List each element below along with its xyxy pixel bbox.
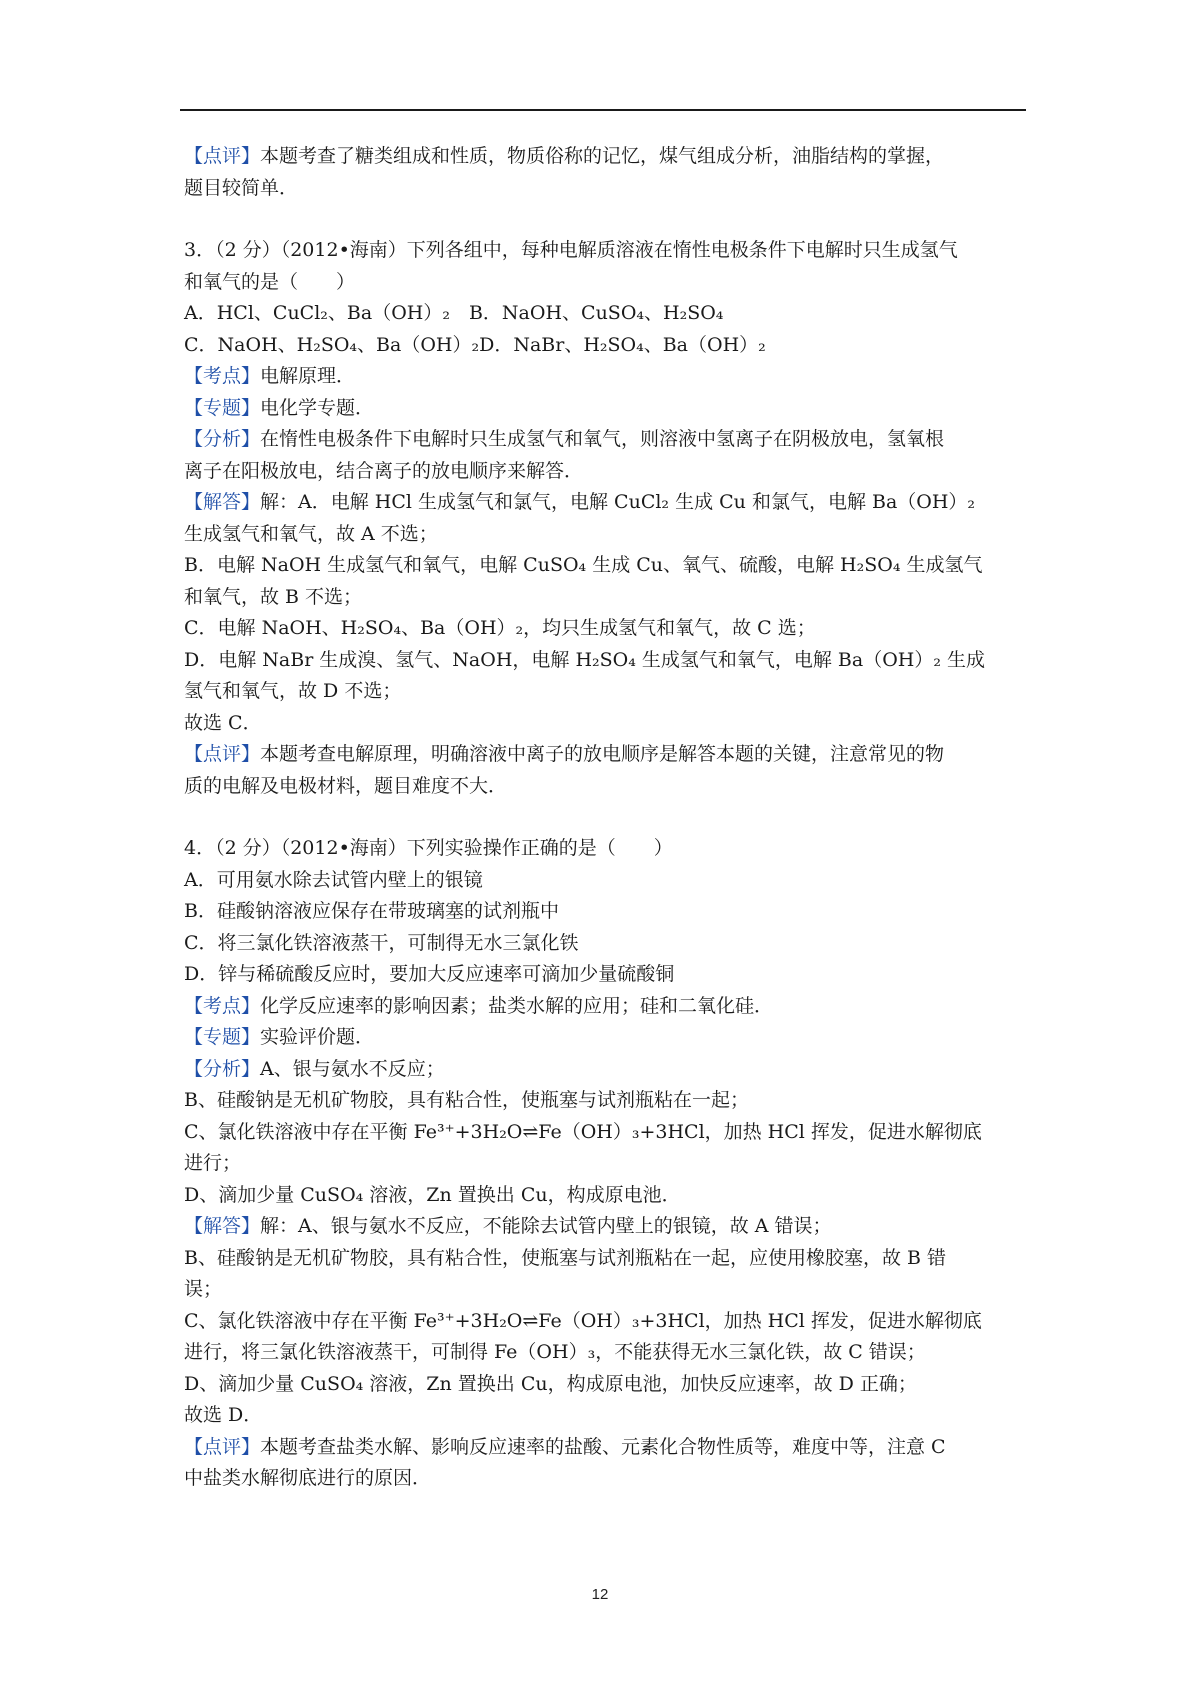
q4-zhuanti: 【专题】实验评价题． [184, 1026, 375, 1048]
q3-option-b: B．NaOH、CuSO₄、H₂SO₄ [468, 302, 724, 324]
q3-jieda-line-8: 故选 C． [184, 711, 262, 734]
q3-options-ab [184, 298, 1026, 330]
q3-stem-line-2: 和氧气的是（ ） [184, 270, 356, 293]
q4-jieda-line-4: C、氯化铁溶液中存在平衡 Fe³⁺+3H₂O⇌Fe（OH）₃+3HCl，加热 HCl 挥发，促进水解彻底 [184, 1309, 982, 1332]
q4-fenxi-line-2: B、硅酸钠是无机矿物胶，具有粘合性，使瓶塞与试剂瓶粘在一起； [184, 1089, 749, 1111]
comment-tag: 【点评】 [184, 743, 261, 765]
q3-fenxi-line-1: 【分析】在惰性电极条件下电解时只生成氢气和氧气，则溶液中氢离子在阴极放电，氢氧根 [184, 428, 945, 450]
q4-jieda-line-7: 故选 D． [184, 1404, 263, 1426]
q3-jieda-line-4: 和氧气，故 B 不选； [184, 585, 363, 608]
q4-stem: 4．（2 分）（2012•海南）下列实验操作正确的是（ ） [184, 837, 673, 859]
q3-jieda-line-7: 氢气和氧气，故 D 不选； [184, 680, 402, 702]
zhuanti-tag: 【专题】 [184, 1026, 261, 1048]
q4-fenxi-line-5: D、滴加少量 CuSO₄ 溶液，Zn 置换出 Cu，构成原电池． [184, 1183, 681, 1206]
prev-comment-line-2: 题目较简单． [184, 176, 299, 199]
q3-zhuanti: 【专题】电化学专题． [184, 396, 375, 419]
q4-jieda-line-5: 进行，将三氯化铁溶液蒸干，可制得 Fe（OH）₃，不能获得无水三氯化铁，故 C 错误； [184, 1341, 926, 1363]
q4-option-b: B．硅酸钠溶液应保存在带玻璃塞的试剂瓶中 [184, 900, 559, 922]
fenxi-tag: 【分析】 [184, 428, 261, 450]
q4-fenxi-line-4: 进行； [184, 1152, 242, 1174]
comment-tag: 【点评】 [184, 1435, 261, 1458]
q4-jieda-line-3: 误； [184, 1278, 223, 1300]
kaodian-tag: 【考点】 [184, 994, 261, 1017]
q4-dianping-line-1: 【点评】本题考查盐类水解、影响反应速率的盐酸、元素化合物性质等，难度中等，注意 C [184, 1435, 946, 1458]
q3-jieda-line-6: D．电解 NaBr 生成溴、氢气、NaOH，电解 H₂SO₄ 生成氢气和氧气，电解 Ba（OH）₂ 生成 [184, 648, 986, 671]
q3-option-a: A．HCl、CuCl₂、Ba（OH）₂ [184, 302, 450, 324]
page-number: 12 [591, 1586, 609, 1603]
q4-jieda-line-1: 【解答】解：A、银与氨水不反应，不能除去试管内壁上的银镜，故 A 错误； [184, 1215, 832, 1237]
q4-option-c: C．将三氯化铁溶液蒸干，可制得无水三氯化铁 [184, 931, 579, 954]
q4-kaodian: 【考点】化学反应速率的影响因素；盐类水解的应用；硅和二氧化硅． [184, 994, 774, 1017]
q3-option-c: C．NaOH、H₂SO₄、Ba（OH）₂ [184, 333, 480, 356]
q4-option-a: A．可用氨水除去试管内壁上的银镜 [184, 868, 483, 891]
q3-jieda-line-2: 生成氢气和氧气，故 A 不选； [184, 522, 438, 545]
q4-dianping-line-2: 中盐类水解彻底进行的原因． [184, 1467, 432, 1489]
header-rule [180, 109, 1026, 111]
q4-jieda-line-2: B、硅酸钠是无机矿物胶，具有粘合性，使瓶塞与试剂瓶粘在一起，应使用橡胶塞，故 B 错 [184, 1246, 947, 1269]
q3-jieda-line-5: C．电解 NaOH、H₂SO₄、Ba（OH）₂，均只生成氢气和氧气，故 C 选； [184, 617, 816, 639]
q3-option-d: D．NaBr、H₂SO₄、Ba（OH）₂ [479, 333, 766, 356]
q4-fenxi-line-1: 【分析】A、银与氨水不反应； [184, 1057, 445, 1080]
q3-stem-line-1: 3．（2 分）（2012•海南）下列各组中，每种电解质溶液在惰性电极条件下电解时只生成氢气 [184, 239, 958, 261]
q3-fenxi-line-2: 离子在阳极放电，结合离子的放电顺序来解答． [184, 459, 584, 482]
q3-kaodian: 【考点】电解原理． [184, 365, 356, 387]
q4-option-d: D．锌与稀硫酸反应时，要加大反应速率可滴加少量硫酸铜 [184, 963, 675, 985]
q4-jieda-line-6: D、滴加少量 CuSO₄ 溶液，Zn 置换出 Cu，构成原电池，加快反应速率，故 D 正确； [184, 1372, 917, 1395]
q3-options-cd [184, 330, 1026, 362]
comment-tag: 【点评】 [184, 145, 261, 167]
q4-fenxi-line-3: C、氯化铁溶液中存在平衡 Fe³⁺+3H₂O⇌Fe（OH）₃+3HCl，加热 HCl 挥发，促进水解彻底 [184, 1120, 982, 1143]
page-body [184, 141, 1026, 1495]
jieda-tag: 【解答】 [184, 1215, 261, 1237]
fenxi-tag: 【分析】 [184, 1057, 261, 1080]
prev-comment-line-1: 【点评】本题考查了糖类组成和性质，物质俗称的记忆，煤气组成分析，油脂结构的掌握， [184, 145, 945, 167]
q3-jieda-line-3: B．电解 NaOH 生成氢气和氧气，电解 CuSO₄ 生成 Cu、氧气、硫酸，电解 H₂SO₄ 生成氢气 [184, 554, 983, 576]
q3-jieda-line-1: 【解答】解：A．电解 HCl 生成氢气和氯气，电解 CuCl₂ 生成 Cu 和氯气，电解 Ba（OH）₂ [184, 491, 976, 513]
kaodian-tag: 【考点】 [184, 365, 261, 387]
q3-dianping-line-2: 质的电解及电极材料，题目难度不大． [184, 774, 508, 797]
q3-dianping-line-1: 【点评】本题考查电解原理，明确溶液中离子的放电顺序是解答本题的关键，注意常见的物 [184, 743, 945, 765]
jieda-tag: 【解答】 [184, 491, 261, 513]
zhuanti-tag: 【专题】 [184, 396, 261, 419]
